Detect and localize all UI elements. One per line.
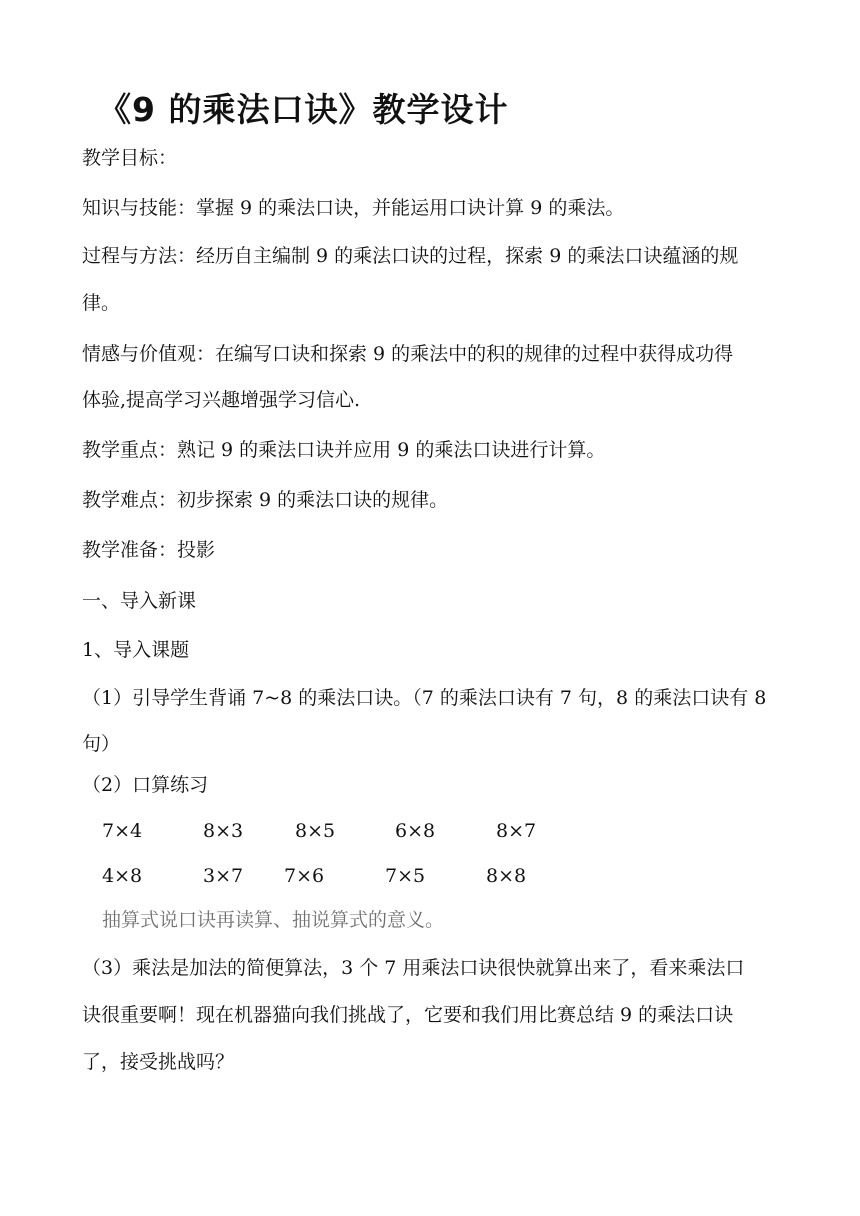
goals-heading: 教学目标： — [82, 147, 178, 169]
knowledge-skill-goal: 知识与技能：掌握 9 的乘法口诀，并能运用口诀计算 9 的乘法。 — [82, 197, 625, 219]
exercise: 7×5 — [385, 865, 426, 887]
section-heading: 一、导入新课 — [82, 590, 197, 612]
exercise: 6×8 — [395, 820, 436, 842]
subsection-heading: 1、导入课题 — [82, 639, 190, 661]
exercise: 4×8 — [102, 865, 143, 887]
item2-heading: （2）口算练习 — [82, 774, 209, 796]
emotion-value-goal-line1: 情感与价值观：在编写口诀和探索 9 的乘法中的积的规律的过程中获得成功得 — [82, 343, 734, 365]
process-method-goal-line1: 过程与方法：经历自主编制 9 的乘法口诀的过程，探索 9 的乘法口诀蕴涵的规 — [82, 245, 739, 267]
exercise: 3×7 — [203, 865, 244, 887]
preparation: 教学准备：投影 — [82, 539, 216, 561]
exercise: 8×3 — [203, 820, 244, 842]
difficulty: 教学难点：初步探索 9 的乘法口诀的规律。 — [82, 489, 449, 511]
document-title: 《9 的乘法口诀》教学设计 — [98, 90, 509, 129]
key-point: 教学重点：熟记 9 的乘法口诀并应用 9 的乘法口诀进行计算。 — [82, 439, 606, 461]
item3-line2: 诀很重要啊！现在机器猫向我们挑战了，它要和我们用比赛总结 9 的乘法口诀 — [82, 1004, 734, 1026]
item1-line2: 句） — [82, 733, 121, 755]
item3-line3: 了，接受挑战吗？ — [82, 1051, 235, 1073]
emotion-value-goal-line2: 体验,提高学习兴趣增强学习信心. — [82, 389, 361, 411]
exercise: 7×4 — [102, 820, 143, 842]
exercise: 8×5 — [295, 820, 336, 842]
exercise: 7×6 — [284, 865, 325, 887]
process-method-goal-line2: 律。 — [82, 292, 121, 314]
item1-line1: （1）引导学生背诵 7~8 的乘法口诀。（7 的乘法口诀有 7 句，8 的乘法口诀有 8 — [82, 687, 767, 709]
exercise: 8×7 — [496, 820, 537, 842]
exercise: 8×8 — [486, 865, 527, 887]
item3-line1: （3）乘法是加法的简便算法，3 个 7 用乘法口诀很快就算出来了，看来乘法口 — [82, 957, 745, 979]
activity-note: 抽算式说口诀再读算、抽说算式的意义。 — [102, 909, 445, 931]
